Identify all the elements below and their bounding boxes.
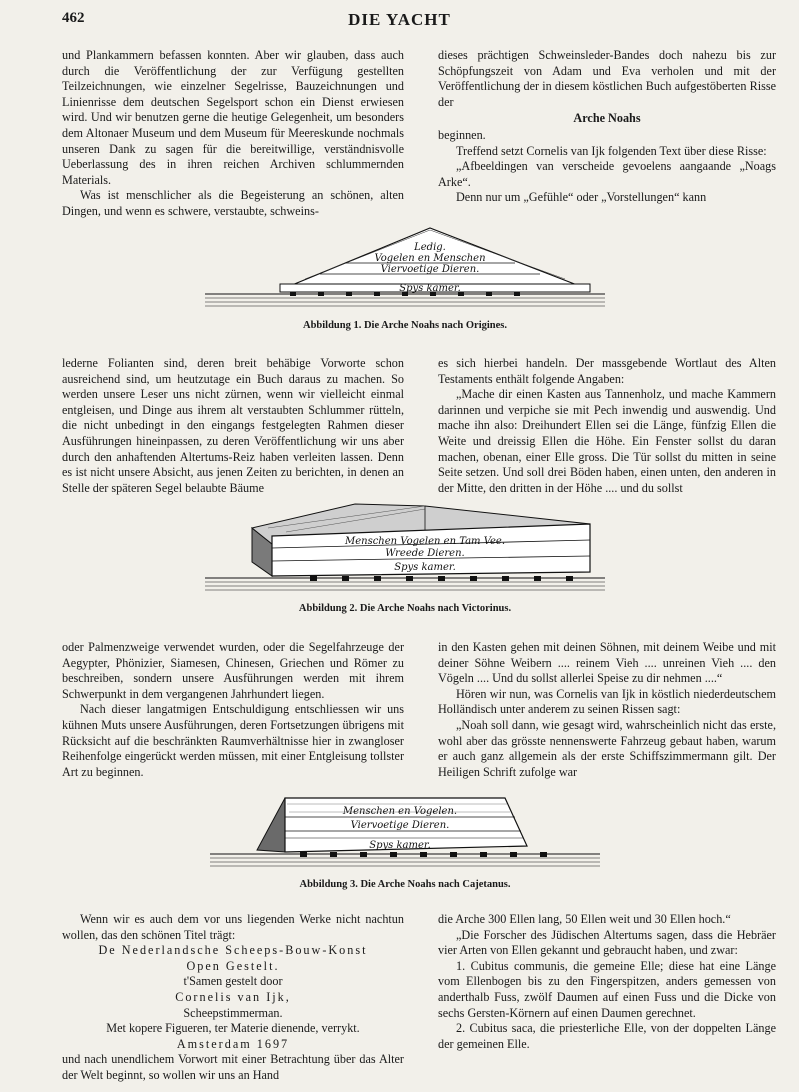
page-number: 462 bbox=[62, 10, 85, 26]
book-title-line: De Nederlandsche Scheeps-Bouw-Konst bbox=[98, 943, 368, 958]
paragraph: „Noah soll dann, wie gesagt wird, wahrscheinlich nicht das erste, wohl aber das grösste nennenswerte Fahrzeug gebaut haben, warum er auch ganz allgemein als der erste Schiffszimmermann gilt. Der Heiligen Schrift zufolge war bbox=[438, 717, 776, 779]
figure-1-label: Spys kamer. bbox=[399, 283, 461, 294]
figure-1-label: Viervoetige Dieren. bbox=[380, 264, 480, 275]
figure-1-label: Vogelen en Menschen bbox=[374, 253, 486, 264]
paragraph: 1. Cubitus communis, die gemeine Elle; diese hat eine Länge vom Ellenbogen bis zu den Fingerspitzen, anders gemessen von anderthalb Fuss, zwölf Daumen auf einen Fuss und die Dicke von sechs Gersten-Körnern auf einen Daumen gerechnet. bbox=[438, 958, 776, 1020]
block4-left-column bbox=[62, 912, 404, 1084]
figure-1-ark-origines bbox=[200, 222, 610, 314]
paragraph: „Mache dir einen Kasten aus Tannenholz, und mache Kammern darinnen und verpiche sie mit Pech inwendig und auswendig. Und mache ihn also: Dreihundert Ellen sei die Länge, fünfzig Ellen die Weite und dreissig Ellen die Höhe. Ein Fenster sollst du daran machen, obenan, einer Elle gross. Die Tür sollst du mitten in seine Seite setzen. Und soll drei Böden haben, einen unten, den anderen in der Mitte, den dritten in der Höhe .... und du sollst bbox=[438, 387, 776, 495]
block3-left-column bbox=[62, 640, 404, 780]
block4-right-column bbox=[438, 912, 776, 1052]
paragraph: oder Palmenzweige verwendet wurden, oder die Segelfahrzeuge der Aegypter, Phönizier, Siamesen, Chinesen, Griechen und Römer zu beschreiben, sondern unsere Ausführungen werden mit ihrem Schwerpunkt in dem vergangenen Jahrhundert liegen. bbox=[62, 640, 404, 701]
figure-2-ark-victorinus bbox=[200, 500, 610, 600]
figure-1-label: Ledig. bbox=[414, 242, 446, 253]
paragraph: Hören wir nun, was Cornelis van Ijk in köstlich niederdeutschem Holländisch unter anderem zu seinen Rissen sagt: bbox=[438, 686, 776, 717]
book-title-line: Cornelis van Ijk, bbox=[175, 989, 291, 1004]
figure-1-caption: Abbildung 1. Die Arche Noahs nach Origines. bbox=[302, 320, 507, 331]
figure-3-label: Spys kamer. bbox=[369, 840, 431, 851]
paragraph: lederne Folianten sind, deren breit behäbige Vorworte schon ausreichend sind, um heutzutage ein Buch daraus zu machen. So werden unsere Leser uns nicht zürnen, wenn wir vielleicht einmal entgleisen, und Dinge aus ihrem alt verstaubten Schlummer rütteln, die nicht unbedingt in den eingangs festgelegten Rahmen dieser Ausführungen hineinpassen, zu deren Veröffentlichung wir uns aber durch den anhaftenden Altertums-Reiz haben verleiten lassen. Denn es ist nicht unsere Absicht, aus jenen Zeiten zu berichten, in denen an Stelle der späteren Segel belaubte Bäume bbox=[62, 356, 404, 495]
paragraph: dieses prächtigen Schweinsleder-Bandes doch nahezu bis zur Schöpfungszeit von Adam und Eva verholen und mit der Veröffentlichung der in diesem köstlichen Buch aufgestöberten Risse der bbox=[438, 48, 776, 109]
paragraph: Was ist menschlicher als die Begeisterung an schönen, alten Dingen, und wenn es schwere, verstaubte, schweins- bbox=[62, 188, 404, 218]
book-title-line: Scheepstimmerman. bbox=[183, 1005, 283, 1020]
book-title-line: t'Samen gestelt door bbox=[183, 974, 283, 989]
figure-3-caption: Abbildung 3. Die Arche Noahs nach Cajetanus. bbox=[299, 879, 511, 890]
book-title-line: Met kopere Figueren, ter Materie dienende, verrykt. bbox=[106, 1021, 360, 1036]
paragraph: Nach dieser langatmigen Entschuldigung entschliessen wir uns kühnen Muts unsere Ausführungen, deren Fortsetzungen übrigens mit Rücksicht auf die beschränkten Raumverhältnisse hier in zwangloser Reihenfolge eingerückt werden müssen, mit einer Entgleisung tollster Art zu beginnen. bbox=[62, 702, 404, 779]
figure-3-ark-cajetanus bbox=[205, 790, 605, 874]
section-heading: Arche Noahs bbox=[573, 111, 641, 126]
paragraph: „Afbeeldingen van verscheide gevoelens aangaande „Noags Arke“. bbox=[438, 159, 776, 189]
block1-left-column bbox=[62, 48, 404, 220]
block1-right-column bbox=[438, 48, 776, 206]
paragraph: die Arche 300 Ellen lang, 50 Ellen weit und 30 Ellen hoch.“ bbox=[438, 912, 731, 926]
journal-title: DIE YACHT bbox=[348, 10, 451, 29]
block2-right-column bbox=[438, 356, 776, 496]
paragraph: und Plankammern befassen konnten. Aber wir glauben, dass auch durch die Veröffentlichung der zur Verfügung gestellten Teilzeichnungen, wie einzelner Segelrisse, Bauzeichnungen und Linienrisse dem deutschen Segelsport schon ein Dienst erwiesen wird. Und wir benutzen gerne die heutige Gelegenheit, um besonders dem Altonaer Museum und dem Museum für Meereskunde nochmals unseren Dank zu sagen für die bereitwillige, verständnisvolle Ueberlassung des in ihren reichen Archiven schlummernden Materials. bbox=[62, 48, 404, 187]
figure-2-label: Spys kamer. bbox=[394, 562, 456, 573]
paragraph: es sich hierbei handeln. Der massgebende Wortlaut des Alten Testaments enthält folgende Angaben: bbox=[438, 356, 776, 386]
paragraph: 2. Cubitus saca, die priesterliche Elle, von der doppelten Länge der gemeinen Elle. bbox=[438, 1021, 776, 1051]
book-title-line: Open Gestelt. bbox=[186, 958, 280, 973]
paragraph: Treffend setzt Cornelis van Ijk folgenden Text über diese Risse: bbox=[456, 143, 767, 158]
figure-3-label: Menschen en Vogelen. bbox=[342, 806, 458, 817]
figure-3-label: Viervoetige Dieren. bbox=[350, 820, 450, 831]
paragraph: Wenn wir es auch dem vor uns liegenden Werke nicht nachtun wollen, das den schönen Titel trägt: bbox=[62, 912, 404, 942]
block2-left-column bbox=[62, 356, 404, 496]
block3-right-column bbox=[438, 640, 776, 780]
figure-2-label: Wreede Dieren. bbox=[385, 548, 465, 559]
paragraph: beginnen. bbox=[438, 127, 486, 142]
paragraph: „Die Forscher des Jüdischen Altertums sagen, dass die Hebräer vier Arten von Ellen gekannt und gebraucht haben, und zwar: bbox=[438, 927, 776, 958]
book-title-line: Amsterdam 1697 bbox=[176, 1036, 290, 1051]
paragraph: und nach unendlichem Vorwort mit einer Betrachtung über das Alter der Welt beginnt, so wollen wir uns an Hand bbox=[62, 1052, 404, 1082]
figure-2-label: Menschen Vogelen en Tam Vee. bbox=[344, 536, 506, 547]
paragraph: in den Kasten gehen mit deinen Söhnen, mit deinem Weibe und mit deiner Söhne Weibern .... reinem Vieh .... unreinen Vieh .... den Vögeln .... Und du sollst allerlei Speise zu dir nehmen ....“ bbox=[438, 640, 776, 686]
figure-2-caption: Abbildung 2. Die Arche Noahs nach Victorinus. bbox=[298, 603, 512, 614]
paragraph: Denn nur um „Gefühle“ oder „Vorstellungen“ kann bbox=[456, 190, 707, 205]
